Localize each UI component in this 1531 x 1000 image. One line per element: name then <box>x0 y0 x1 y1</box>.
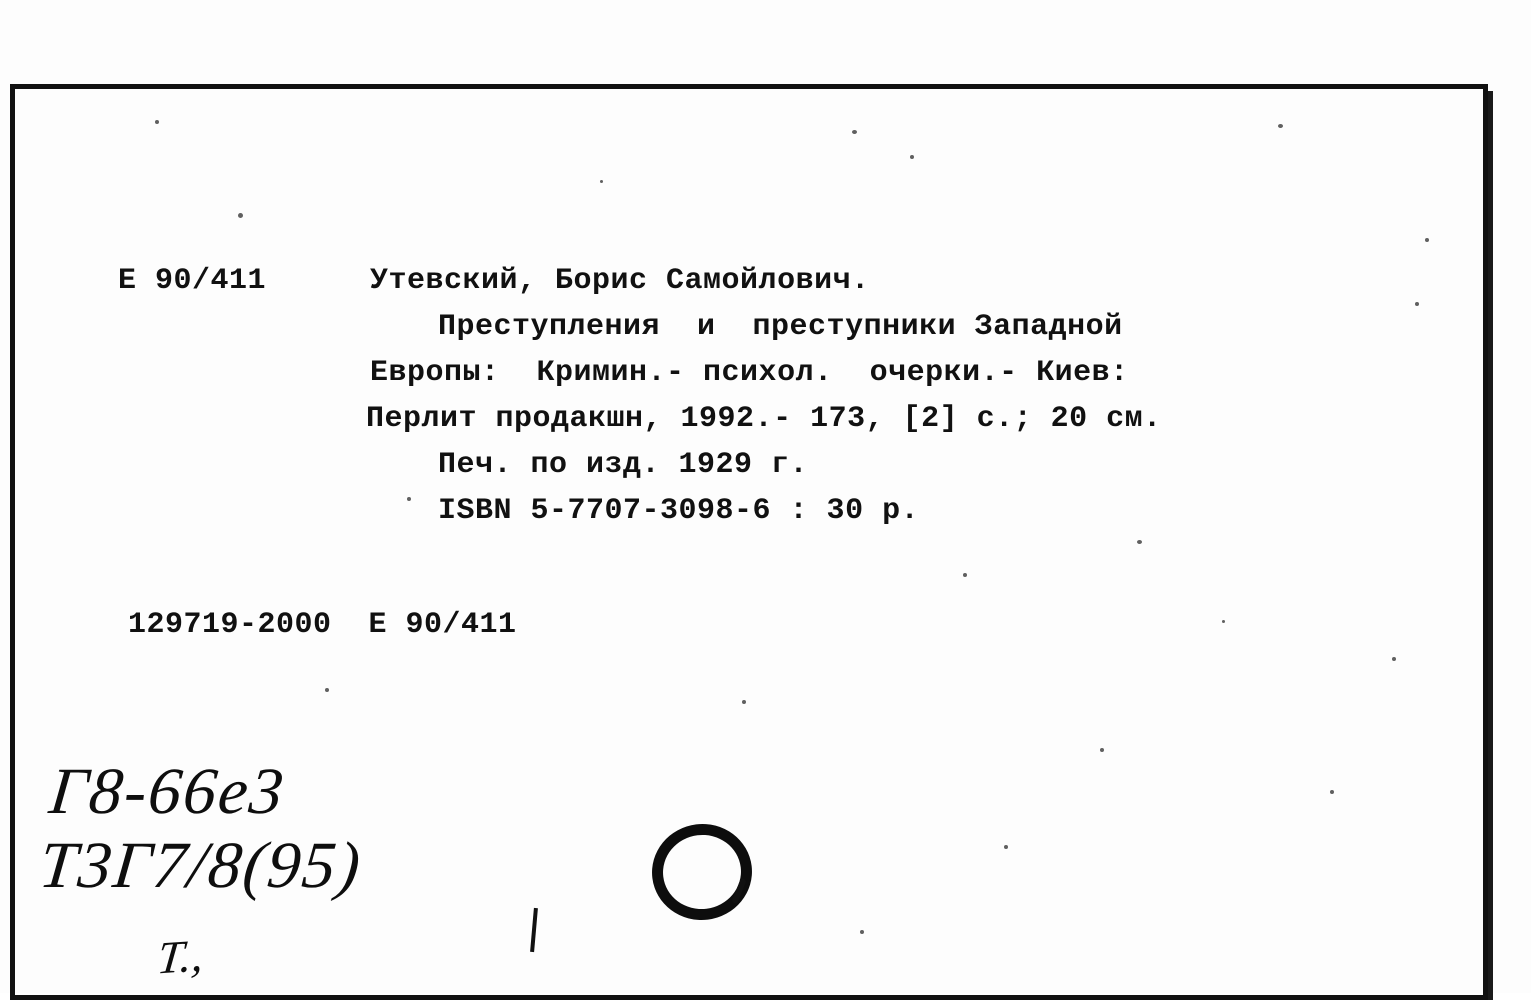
scan-speck <box>155 120 159 124</box>
scan-speck <box>600 180 603 183</box>
record-line-3: Перлит продакшн, 1992.- 173, [2] с.; 20 см. <box>366 402 1162 436</box>
scan-speck <box>1100 748 1104 752</box>
bibliographic-record <box>118 258 1448 534</box>
record-line-1: Преступления и преступники Западной <box>438 310 1123 344</box>
handwritten-line-1: Г8-66е3 <box>46 755 289 828</box>
scan-speck <box>1425 238 1429 242</box>
scan-speck <box>910 155 914 159</box>
scan-speck <box>1392 657 1396 661</box>
scan-speck <box>963 573 967 577</box>
record-line-4: Печ. по изд. 1929 г. <box>438 448 809 482</box>
scan-speck <box>1004 845 1008 849</box>
shelfmark: Е 90/411 <box>118 264 267 298</box>
scan-speck <box>742 700 746 704</box>
record-line-5-isbn: ISBN 5-7707-3098-6 : 30 р. <box>438 494 920 528</box>
accession-number-line: 129719-2000 Е 90/411 <box>128 608 517 642</box>
author-name: Утевский, Борис Самойлович. <box>370 264 870 298</box>
scan-speck <box>238 213 243 218</box>
scan-speck <box>1330 790 1334 794</box>
scan-speck <box>1278 124 1283 128</box>
handwritten-annotations <box>36 752 660 984</box>
scan-speck <box>325 688 329 692</box>
handwritten-tick-mark <box>530 908 538 952</box>
handwritten-line-3: Т., <box>155 929 207 984</box>
scan-speck <box>1222 620 1225 623</box>
scan-speck <box>860 930 864 934</box>
record-line-2: Европы: Кримин.- психол. очерки.- Киев: <box>370 356 1129 390</box>
handwritten-line-2: Т3Г7/8(95) <box>36 829 366 902</box>
record-title-line <box>118 258 1448 304</box>
scan-speck <box>852 130 857 134</box>
scan-speck <box>1137 540 1142 544</box>
